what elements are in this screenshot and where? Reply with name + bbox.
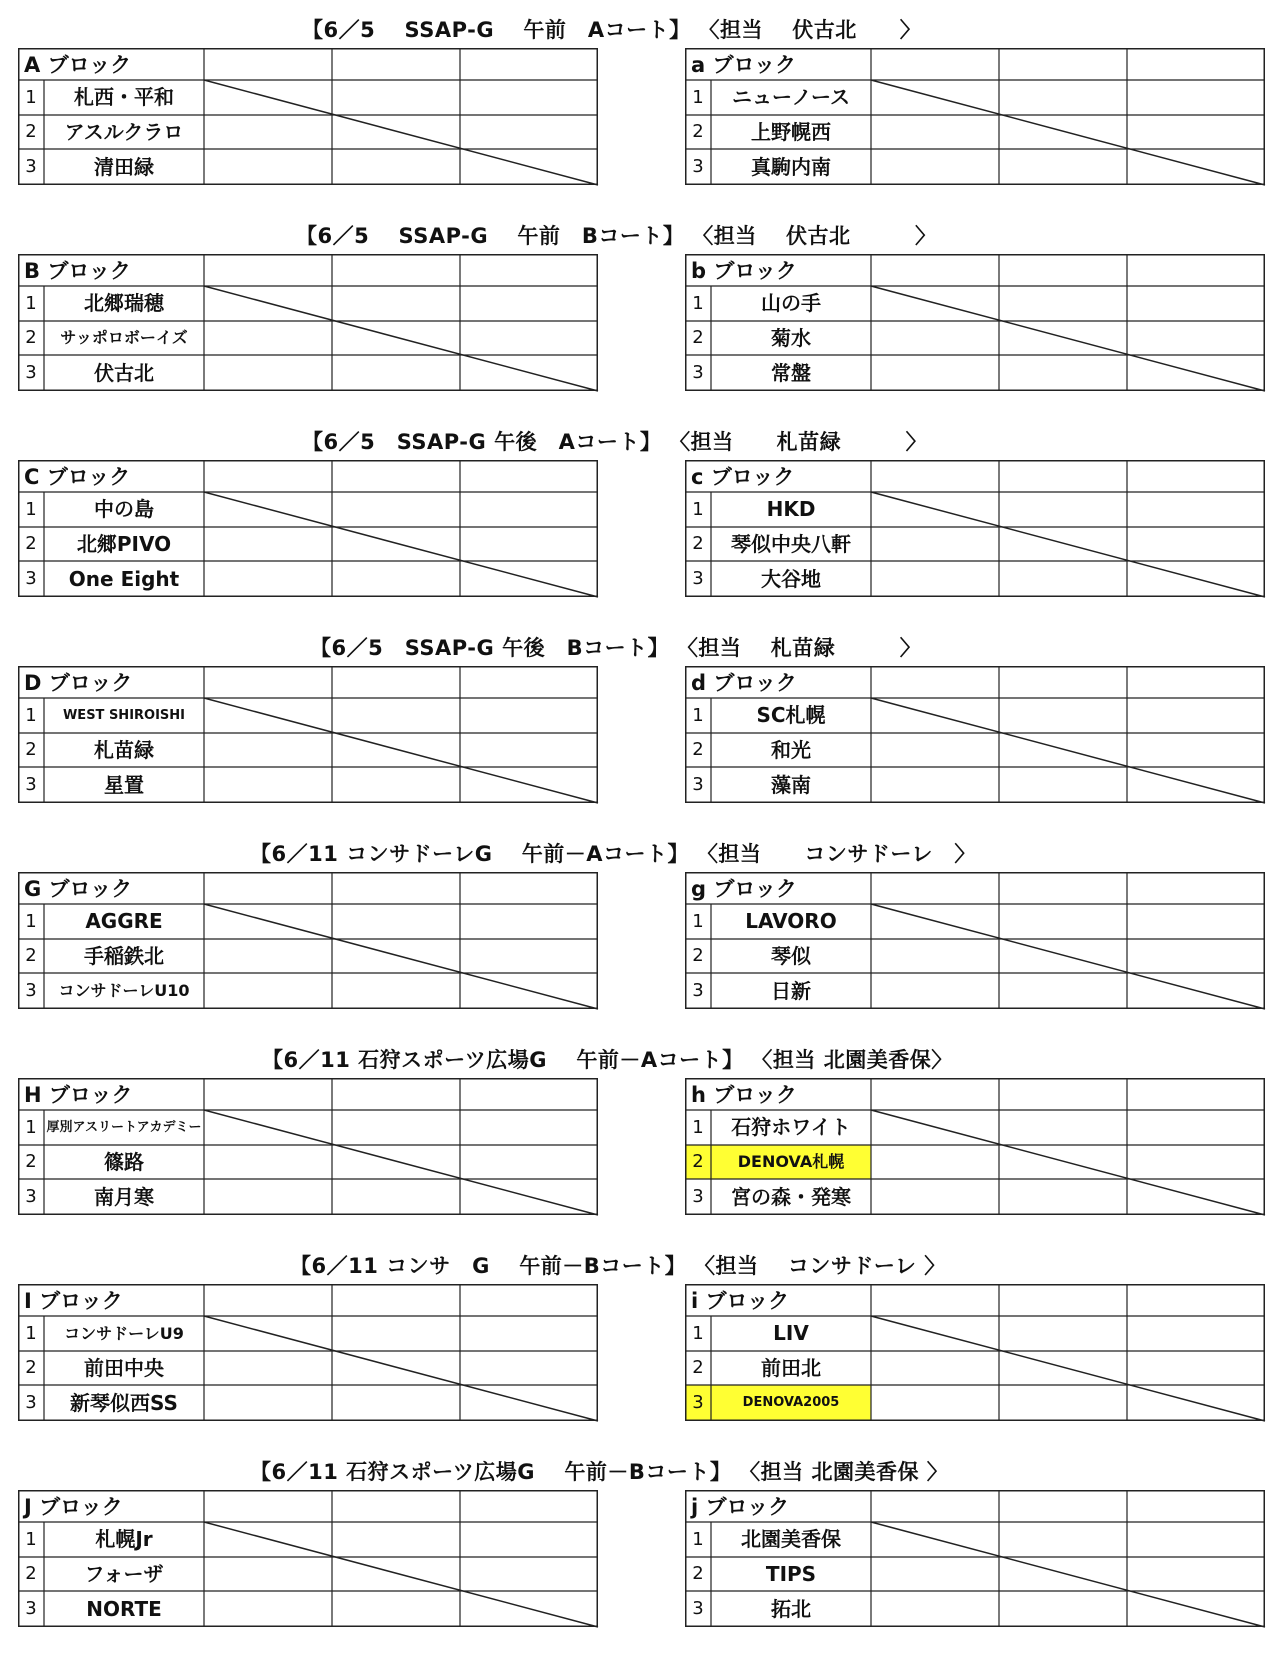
block-table [18, 1490, 598, 1627]
team-name: 札西・平和 [74, 85, 174, 109]
team-name: アスルクラロ [64, 120, 184, 144]
diagonal-line [871, 698, 1265, 803]
team-number: 3 [25, 774, 37, 795]
schedule-section [0, 836, 1280, 1042]
team-number: 3 [692, 980, 704, 1001]
schedule-section [0, 12, 1280, 218]
block-label: d ブロック [691, 671, 797, 695]
schedule-section [0, 218, 1280, 424]
section-heading: 【6／11 コンサドーレG 午前－Aコート】 〈担当 コンサドーレ 〉 [250, 842, 976, 866]
team-name: NORTE [86, 1597, 162, 1621]
team-name: コンサドーレU9 [64, 1324, 184, 1343]
team-number: 3 [25, 1598, 37, 1619]
team-name: 石狩ホワイト [731, 1115, 851, 1139]
block-table [18, 872, 598, 1009]
team-name: 札苗緑 [94, 738, 154, 762]
diagonal-line [204, 80, 598, 185]
section-heading: 【6／11 コンサ G 午前－Bコート】 〈担当 コンサドーレ 〉 [290, 1254, 946, 1278]
team-number: 1 [692, 1529, 704, 1550]
section-heading: 【6／11 石狩スポーツ広場G 午前－Aコート】 〈担当 北園美香保〉 [262, 1048, 953, 1072]
block-table [18, 254, 598, 391]
team-number: 2 [25, 1151, 37, 1172]
block-label: b ブロック [691, 259, 797, 283]
team-name: HKD [766, 497, 816, 521]
diagonal-line [871, 286, 1265, 391]
block-label: D ブロック [24, 671, 133, 695]
team-number: 1 [25, 499, 37, 520]
team-name: 宮の森・発寒 [731, 1185, 851, 1209]
block-table [685, 872, 1265, 1009]
section-heading: 【6／5 SSAP-G 午前 Bコート】 〈担当 伏古北 〉 [296, 224, 937, 248]
team-number: 1 [25, 1529, 37, 1550]
team-number: 2 [692, 1563, 704, 1584]
diagonal-line [204, 286, 598, 391]
team-number: 1 [692, 911, 704, 932]
section-heading: 【6／11 石狩スポーツ広場G 午前－Bコート】 〈担当 北園美香保 〉 [250, 1460, 949, 1484]
team-name: コンサドーレU10 [58, 981, 190, 1000]
team-name: 拓北 [771, 1597, 811, 1621]
team-number: 2 [692, 121, 704, 142]
block-table [18, 1078, 598, 1215]
team-name: LAVORO [745, 909, 837, 933]
team-number: 2 [25, 327, 37, 348]
team-number: 3 [692, 774, 704, 795]
team-number: 2 [25, 1357, 37, 1378]
block-table [685, 48, 1265, 185]
diagonal-line [871, 1110, 1265, 1215]
team-number: 3 [25, 156, 37, 177]
block-label: H ブロック [24, 1083, 133, 1107]
team-name: 日新 [771, 979, 811, 1003]
team-name: 清田緑 [94, 155, 154, 179]
team-name: LIV [773, 1321, 809, 1345]
team-number: 1 [692, 499, 704, 520]
team-name: 藻南 [771, 773, 811, 797]
team-name: 大谷地 [761, 567, 821, 591]
block-table [685, 1078, 1265, 1215]
block-label: i ブロック [691, 1289, 790, 1313]
team-name: 前田北 [761, 1356, 821, 1380]
block-table [18, 48, 598, 185]
team-name: 中の島 [94, 497, 154, 521]
team-name: 北郷PIVO [76, 532, 172, 556]
team-number: 1 [25, 705, 37, 726]
team-number: 2 [25, 121, 37, 142]
block-table [685, 1490, 1265, 1627]
diagonal-line [204, 698, 598, 803]
team-name: 琴似中央八軒 [731, 532, 851, 556]
team-name: 常盤 [771, 361, 811, 385]
team-name: 北園美香保 [741, 1527, 841, 1551]
team-name: 和光 [771, 738, 811, 762]
diagonal-line [871, 904, 1265, 1009]
schedule-section [0, 1454, 1280, 1660]
team-number: 1 [692, 1117, 704, 1138]
diagonal-line [204, 492, 598, 597]
block-label: G ブロック [24, 877, 133, 901]
team-name: 北郷瑞穂 [84, 291, 164, 315]
team-number: 1 [25, 87, 37, 108]
team-number: 3 [25, 568, 37, 589]
team-name: 南月寒 [94, 1185, 154, 1209]
team-number: 1 [692, 1323, 704, 1344]
diagonal-line [871, 492, 1265, 597]
team-number: 2 [25, 739, 37, 760]
block-label: j ブロック [691, 1495, 790, 1519]
team-number: 2 [692, 739, 704, 760]
team-name: 厚別アスリートアカデミー [46, 1120, 202, 1135]
section-heading: 【6／5 SSAP-G 午後 Bコート】 〈担当 札苗緑 〉 [310, 636, 922, 660]
block-label: I ブロック [24, 1289, 123, 1313]
team-number: 3 [25, 1392, 37, 1413]
block-label: J ブロック [24, 1495, 123, 1519]
block-label: B ブロック [24, 259, 131, 283]
team-name: AGGRE [85, 909, 163, 933]
team-name: 篠路 [104, 1150, 144, 1174]
block-label: a ブロック [691, 53, 797, 77]
schedule-section [0, 630, 1280, 836]
schedule-section [0, 1042, 1280, 1248]
team-number: 3 [692, 1392, 704, 1413]
diagonal-line [204, 904, 598, 1009]
schedule-section [0, 424, 1280, 630]
team-number: 2 [692, 1357, 704, 1378]
section-heading: 【6／5 SSAP-G 午前 Aコート】 〈担当 伏古北 〉 [302, 18, 922, 42]
team-number: 1 [25, 911, 37, 932]
team-name: DENOVA札幌 [737, 1152, 845, 1171]
team-number: 2 [692, 533, 704, 554]
team-name: サッポロボーイズ [60, 328, 188, 347]
team-number: 3 [692, 362, 704, 383]
team-name: 上野幌西 [751, 120, 831, 144]
team-number: 1 [692, 705, 704, 726]
team-number: 3 [25, 362, 37, 383]
section-heading: 【6／5 SSAP-G 午後 Aコート】 〈担当 札苗緑 〉 [302, 430, 928, 454]
team-number: 1 [25, 1323, 37, 1344]
team-number: 3 [692, 568, 704, 589]
team-name: 新琴似西SS [70, 1391, 178, 1415]
team-number: 3 [25, 1186, 37, 1207]
diagonal-line [204, 1110, 598, 1215]
team-number: 3 [692, 156, 704, 177]
team-number: 1 [25, 293, 37, 314]
team-number: 2 [25, 1563, 37, 1584]
block-label: A ブロック [24, 53, 132, 77]
team-number: 3 [25, 980, 37, 1001]
diagonal-line [871, 1316, 1265, 1421]
diagonal-line [871, 1522, 1265, 1627]
team-name: 真駒内南 [751, 155, 831, 179]
team-name: ニューノース [732, 85, 850, 109]
block-table [685, 666, 1265, 803]
diagonal-line [204, 1522, 598, 1627]
team-name: 山の手 [761, 291, 821, 315]
diagonal-line [204, 1316, 598, 1421]
team-name: TIPS [765, 1562, 817, 1586]
team-number: 1 [25, 1117, 37, 1138]
team-name: フォーザ [84, 1562, 164, 1586]
team-number: 1 [692, 293, 704, 314]
block-table [685, 254, 1265, 391]
team-name: SC札幌 [756, 703, 826, 727]
team-name: 琴似 [771, 944, 811, 968]
team-number: 2 [692, 1151, 704, 1172]
team-name: DENOVA2005 [742, 1395, 840, 1410]
block-table [685, 460, 1265, 597]
team-name: 手稲鉄北 [84, 944, 164, 968]
block-label: g ブロック [691, 877, 797, 901]
team-number: 3 [692, 1186, 704, 1207]
block-table [18, 1284, 598, 1421]
block-table [18, 460, 598, 597]
team-name: 伏古北 [94, 361, 154, 385]
team-name: WEST SHIROISHI [62, 708, 186, 723]
block-label: c ブロック [691, 465, 795, 489]
diagonal-line [871, 80, 1265, 185]
team-name: 前田中央 [84, 1356, 164, 1380]
block-table [18, 666, 598, 803]
team-number: 3 [692, 1598, 704, 1619]
team-number: 2 [25, 945, 37, 966]
team-number: 1 [692, 87, 704, 108]
block-label: h ブロック [691, 1083, 797, 1107]
team-number: 2 [25, 533, 37, 554]
team-number: 2 [692, 945, 704, 966]
schedule-section [0, 1248, 1280, 1454]
team-name: 星置 [104, 773, 144, 797]
team-name: 札幌Jr [95, 1527, 153, 1551]
team-name: One Eight [68, 567, 180, 591]
block-table [685, 1284, 1265, 1421]
team-name: 菊水 [771, 326, 811, 350]
block-label: C ブロック [24, 465, 131, 489]
team-number: 2 [692, 327, 704, 348]
